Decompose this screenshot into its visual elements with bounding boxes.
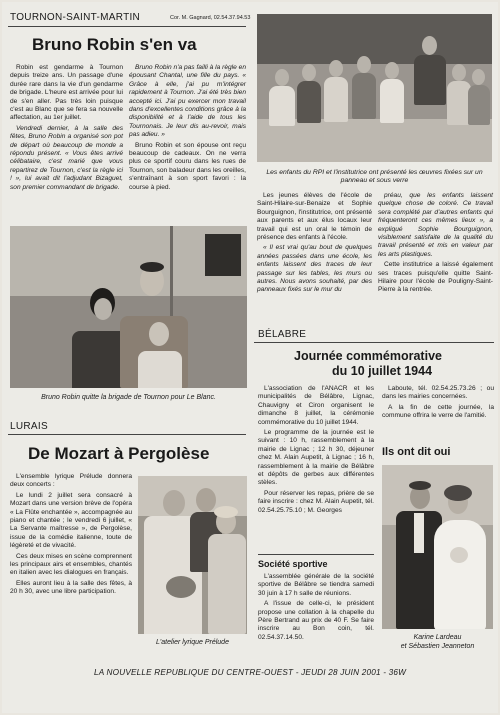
photo-rpi-children	[257, 14, 492, 162]
robin-paragraph: Vendredi dernier, à la salle des fêtes, Bruno Robin a organisé son pot de départ où beaucoup de monde a répondu présent. « Vous êtes arrivé célibataire, c'est marié que vous repartirez de Tournon, c'est la règle ici ! », lui avait dit l'adjudant Bizaguet, son premier commandant de brigade.	[10, 124, 123, 191]
mozart-paragraph: L'ensemble lyrique Prélude donnera deux concerts :	[10, 473, 132, 489]
robin-paragraph: Bruno Robin et son épouse ont reçu beaucoup de cadeaux. On ne verra plus ce sportif couru dans les rues de Tournon, son baladeur dans les oreilles, s'entraînant à son sport favori : la course à pied.	[129, 141, 246, 191]
photo-atelier-prelude	[138, 476, 247, 634]
article-title-mozart: De Mozart à Pergolèse	[28, 444, 210, 463]
belabre-paragraph: Le programme de la journée est le suivant : 10 h, rassemblement à la mairie de Lignac ; 12 h 30, déjeuner chez M. Alain Aupetit, à Lignac ; 16 h, rassemblement à la mairie de Bélâbre et dépôts de gerbes aux différentes stèles.	[258, 429, 374, 487]
newspaper-page	[2, 2, 498, 713]
robin-paragraph: Robin est gendarme à Tournon depuis treize ans. Un passage d'une durée rare dans la vie d'un gendarme de brigade. L'heure est arrivée pour lui de s'en aller. Pas très loin puisque c'est au Blanc que se fera sa nouvelle affectation, au 1er juillet.	[10, 64, 123, 122]
mozart-paragraph: Le lundi 2 juillet sera consacré à Mozart dans une version brève de l'opéra « La Flûte enchantée », accompagnée au piano et chantée ; le vendredi 6 juillet, « La Servante maîtresse », de Pergolèse, issue de la comédie italienne, toute de légèreté et de vivacité.	[10, 491, 132, 550]
belabre-col1	[258, 385, 374, 517]
robin-col1	[10, 64, 123, 194]
article-title-societe-sportive: Société sportive	[258, 559, 328, 569]
newspaper-footer: LA NOUVELLE REPUBLIQUE DU CENTRE-OUEST - JEUDI 28 JUIN 2001 - 36W	[93, 668, 407, 677]
article-title-commemorative-line1: Journée commémorative	[294, 349, 442, 363]
societe-sportive-text	[258, 573, 374, 644]
rpi-col1	[257, 192, 372, 297]
caption-wedding-line2: et Sébastien Jeanneton	[400, 643, 475, 650]
belabre-paragraph: Laboute, tél. 02.54.25.73.26 ; ou dans les mairies concernées.	[382, 385, 494, 401]
belabre-paragraph: A la fin de cette journée, la commune offrira le verre de l'amitié.	[382, 403, 494, 420]
caption-rpi: Les enfants du RPI et l'institutrice ont présenté les œuvres fixées sur un panneau et sous verre	[266, 169, 483, 184]
photo-wedding-couple	[382, 465, 493, 629]
rpi-paragraph: « Il est vrai qu'au bout de quelques années passées dans une école, les enfants laissent des traces de leur passage sur les tables, les murs ou autres. Nous avons souhaité, par des panneaux fixés sur le mur du	[257, 244, 372, 294]
section-label-lurais: LURAIS	[10, 421, 48, 432]
mozart-text	[10, 473, 132, 599]
article-title-commemorative-line2: du 10 juillet 1944	[332, 364, 433, 378]
robin-paragraph: Bruno Robin n'a pas failli à la règle en épousant Chantal, une fille du pays. « Grâce à elle, j'ai pu m'intégrer rapidement à Tournon. J'ai été très bien accepté ici. J'ai pu exercer mon travail dans d'excellentes conditions grâce à la disponibilité et à l'aide de tous les Tournonais. Je leur dis au-revoir, mais pas adieu. »	[129, 64, 246, 139]
correspondent-line: Cor. M. Gagnard, 02.54.37.94.53	[170, 15, 251, 21]
belabre-col2	[382, 385, 494, 423]
article-title-ils-ont-dit-oui: Ils ont dit oui	[382, 446, 451, 458]
societe-paragraph: A l'issue de celle-ci, le président propose une collation à la chapelle du Père Bertrand au prix de 40 F. Se faire inscrire au Bon coin, tél. 02.54.37.14.50.	[258, 600, 374, 641]
robin-col2	[129, 64, 246, 194]
rpi-col2	[378, 192, 493, 297]
caption-robin: Bruno Robin quitte la brigade de Tournon pour Le Blanc.	[41, 394, 216, 401]
section-label-tournon: TOURNON-SAINT-MARTIN	[10, 12, 141, 23]
photo-robin-family	[10, 226, 247, 388]
article-title-robin: Bruno Robin s'en va	[32, 35, 197, 54]
rpi-paragraph: Cette institutrice a laissé également ses traces puisqu'elle quitte Saint-Hilaire pour l'école de Pouligny-Saint-Pierre à la rentrée.	[378, 261, 493, 294]
caption-atelier: L'atelier lyrique Prélude	[156, 639, 229, 646]
societe-paragraph: L'assemblée générale de la société sportive de Bélâbre se tiendra samedi 30 juin à 17 h salle de réunions.	[258, 573, 374, 597]
belabre-paragraph: Pour réserver les repas, prière de se faire inscrire : chez M. Alain Aupetit, tél. 02.54.25.75.10 ; M. Georges	[258, 489, 374, 514]
section-label-belabre: BÉLABRE	[258, 329, 307, 340]
mozart-paragraph: Ces deux mises en scène comprennent les principaux airs et ensembles, chantés en italien avec les dialogues en français.	[10, 552, 132, 577]
belabre-paragraph: L'association de l'ANACR et les municipalités de Bélâbre, Lignac, Chauvigny et Ciron organisent le dimanche 8 juillet, la cérémonie commémorative du 10 juillet 1944.	[258, 385, 374, 426]
caption-wedding-line1: Karine Lardeau	[413, 634, 462, 641]
mozart-paragraph: Elles auront lieu à la salle des fêtes, à 20 h 30, avec une libre participation.	[10, 579, 132, 596]
rpi-paragraph: préau, que les enfants laissent quelque chose de coloré. Ce travail sera complété par d'autres enfants qui fréquenteront ces mêmes lieux », a expliqué Sophie Bourguignon, visiblement satisfaite de la qualité du travail présenté et mis en valeur par les arts plastiques.	[378, 192, 493, 258]
rpi-paragraph: Les jeunes élèves de l'école de Saint-Hilaire-sur-Benaize et Sophie Bourguignon, l'institutrice, ont présenté aux parents et aux élus locaux leur travail qui est un oral le témoin de présence des enfants à l'école.	[257, 192, 372, 242]
